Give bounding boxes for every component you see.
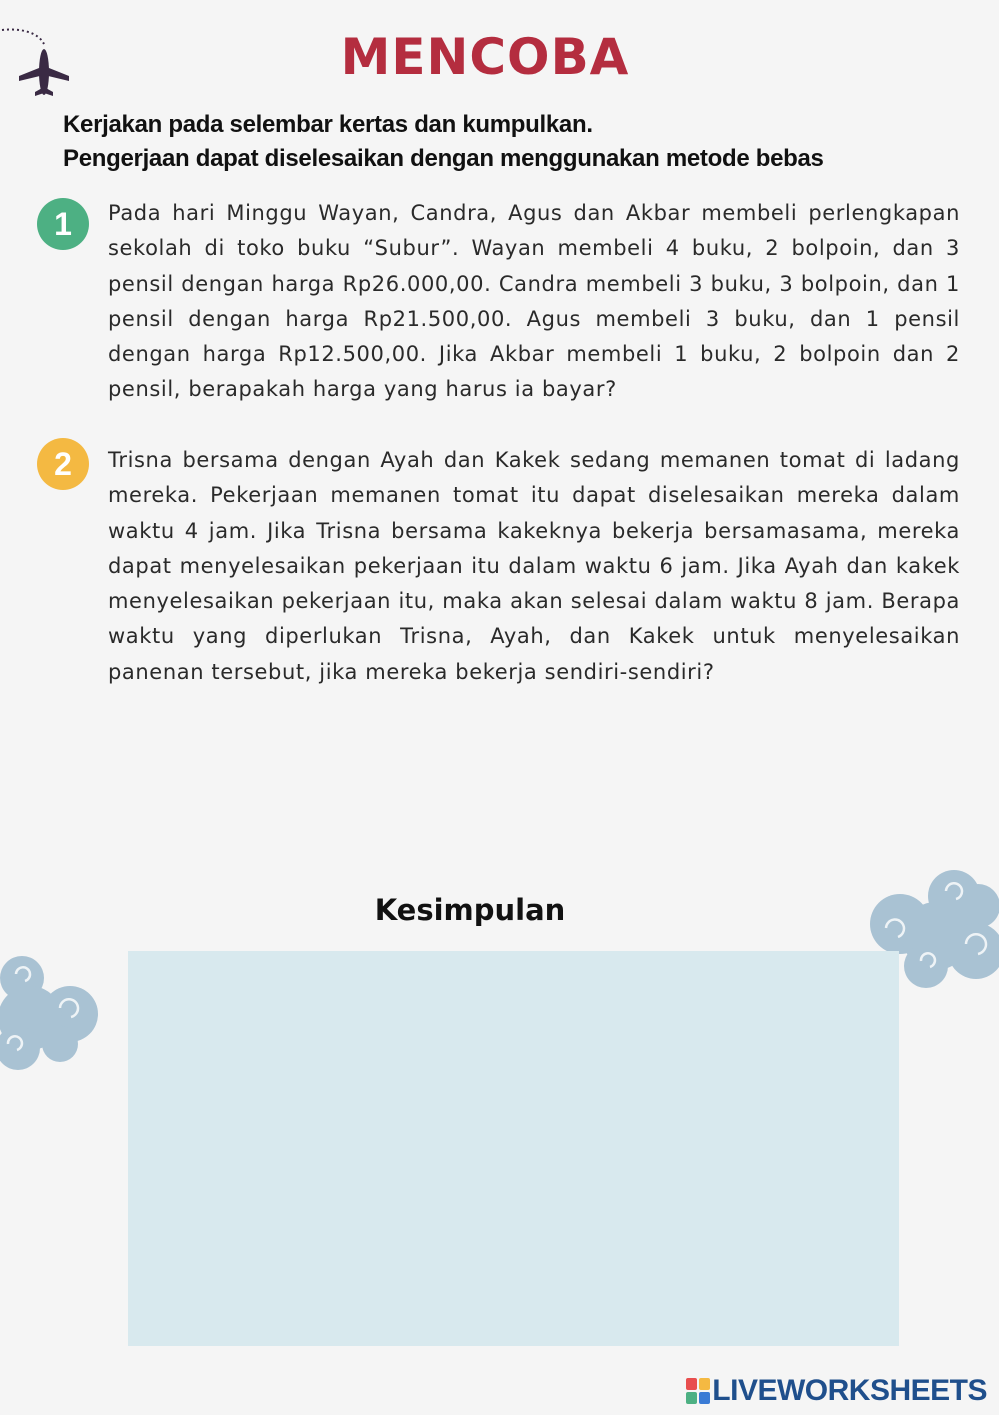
instruction-line-1: Kerjakan pada selembar kertas dan kumpulkan. (63, 111, 593, 138)
brand-name: LIVEWORKSHEETS (712, 1374, 987, 1407)
question-1-number-badge: 1 (37, 198, 89, 250)
question-2-number-badge: 2 (37, 438, 89, 490)
question-2-text: Trisna bersama dengan Ayah dan Kakek sedang memanen tomat di ladang mereka. Pekerjaan memanen tomat itu dapat diselesaikan mereka dalam waktu 4 jam. Jika Trisna bersama kakeknya bekerja bersamasama, mereka dapat menyelesaikan pekerjaan itu dalam waktu 6 jam. Jika Ayah dan kakek menyelesaikan pekerjaan itu, maka akan selesai dalam waktu 8 jam. Berapa waktu yang diperlukan Trisna, Ayah, dan Kakek untuk menyelesaikan panenan tersebut, jika mereka bekerja sendiri-sendiri? (108, 448, 960, 684)
liveworksheets-logo-icon (686, 1378, 710, 1404)
page-title: MENCOBA (340, 28, 630, 86)
question-1-text: Pada hari Minggu Wayan, Candra, Agus dan Akbar membeli perlengkapan sekolah di toko buku “Subur”. Wayan membeli 4 buku, 2 bolpoin, dan 3 pensil dengan harga Rp26.000,00. Candra membeli 3 buku, 3 bolpoin, dan 1 pensil dengan harga Rp21.500,00. Agus membeli 3 buku, dan 1 pensil dengan harga Rp12.500,00. Jika Akbar membeli 1 buku, 2 bolpoin dan 2 pensil, berapakah harga yang harus ia bayar? (108, 201, 960, 402)
instruction-line-2: Pengerjaan dapat diselesaikan dengan menggunakan metode bebas (63, 145, 824, 172)
conclusion-answer-input[interactable] (128, 951, 899, 1346)
cloud-icon (0, 956, 100, 1071)
liveworksheets-branding[interactable] (686, 1371, 987, 1411)
conclusion-heading: Kesimpulan (374, 893, 566, 927)
